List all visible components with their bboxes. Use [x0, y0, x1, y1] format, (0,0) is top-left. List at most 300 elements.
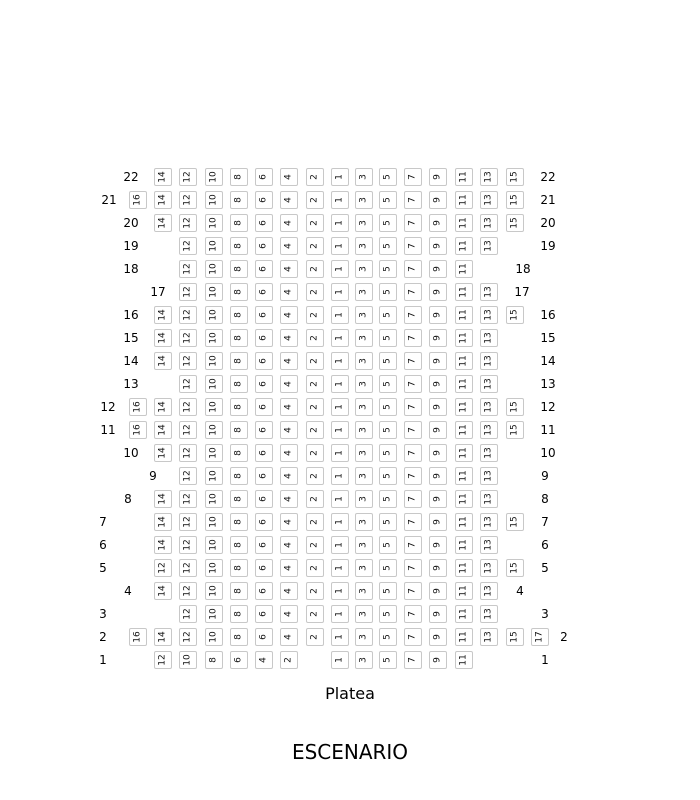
- seat-row-6-4[interactable]: [280, 536, 298, 554]
- seat-row-10-7[interactable]: [404, 444, 422, 462]
- seat-row-2-7[interactable]: [404, 628, 422, 646]
- seat-row-5-9[interactable]: [429, 559, 447, 577]
- seat-row-8-2[interactable]: [306, 490, 324, 508]
- seat-row-5-12[interactable]: [154, 559, 172, 577]
- seat-row-12-10[interactable]: [205, 398, 223, 416]
- seat-row-15-11[interactable]: [455, 329, 473, 347]
- seat-row-12-8[interactable]: [230, 398, 248, 416]
- seat-row-13-11[interactable]: [455, 375, 473, 393]
- seat-row-16-7[interactable]: [404, 306, 422, 324]
- seat-row-9-6[interactable]: [255, 467, 273, 485]
- seat-row-19-1[interactable]: [331, 237, 349, 255]
- seat-row-4-3[interactable]: [355, 582, 373, 600]
- seat-row-21-13[interactable]: [480, 191, 498, 209]
- seat-row-5-3[interactable]: [355, 559, 373, 577]
- seat-row-11-10[interactable]: [205, 421, 223, 439]
- seat-row-13-2[interactable]: [306, 375, 324, 393]
- seat-row-8-1[interactable]: [331, 490, 349, 508]
- seat-row-16-15[interactable]: [506, 306, 524, 324]
- seat-row-2-11[interactable]: [455, 628, 473, 646]
- seat-row-14-1[interactable]: [331, 352, 349, 370]
- seat-row-7-2[interactable]: [306, 513, 324, 531]
- seat-row-17-1[interactable]: [331, 283, 349, 301]
- seat-row-3-12[interactable]: [179, 605, 197, 623]
- seat-row-7-8[interactable]: [230, 513, 248, 531]
- seat-row-20-2[interactable]: [306, 214, 324, 232]
- seat-row-13-9[interactable]: [429, 375, 447, 393]
- seat-row-16-12[interactable]: [179, 306, 197, 324]
- seat-row-15-4[interactable]: [280, 329, 298, 347]
- seat-row-10-3[interactable]: [355, 444, 373, 462]
- seat-row-22-9[interactable]: [429, 168, 447, 186]
- seat-row-7-6[interactable]: [255, 513, 273, 531]
- seat-row-2-13[interactable]: [480, 628, 498, 646]
- seat-row-8-12[interactable]: [179, 490, 197, 508]
- seat-row-20-3[interactable]: [355, 214, 373, 232]
- seat-row-13-4[interactable]: [280, 375, 298, 393]
- seat-row-20-10[interactable]: [205, 214, 223, 232]
- seat-row-21-11[interactable]: [455, 191, 473, 209]
- seat-row-2-17[interactable]: [531, 628, 549, 646]
- seat-row-2-14[interactable]: [154, 628, 172, 646]
- seat-row-12-4[interactable]: [280, 398, 298, 416]
- seat-row-18-9[interactable]: [429, 260, 447, 278]
- seat-row-5-8[interactable]: [230, 559, 248, 577]
- seat-row-10-12[interactable]: [179, 444, 197, 462]
- seat-row-19-9[interactable]: [429, 237, 447, 255]
- seat-row-15-1[interactable]: [331, 329, 349, 347]
- seat-row-2-16[interactable]: [129, 628, 147, 646]
- seat-row-19-13[interactable]: [480, 237, 498, 255]
- seat-row-8-14[interactable]: [154, 490, 172, 508]
- seat-row-10-6[interactable]: [255, 444, 273, 462]
- seat-row-16-3[interactable]: [355, 306, 373, 324]
- seat-row-18-2[interactable]: [306, 260, 324, 278]
- seat-row-16-9[interactable]: [429, 306, 447, 324]
- seat-row-17-10[interactable]: [205, 283, 223, 301]
- seat-row-2-10[interactable]: [205, 628, 223, 646]
- seat-row-13-3[interactable]: [355, 375, 373, 393]
- seat-row-5-6[interactable]: [255, 559, 273, 577]
- seat-row-22-8[interactable]: [230, 168, 248, 186]
- seat-row-20-14[interactable]: [154, 214, 172, 232]
- seat-row-18-10[interactable]: [205, 260, 223, 278]
- seat-row-21-4[interactable]: [280, 191, 298, 209]
- seat-row-3-4[interactable]: [280, 605, 298, 623]
- seat-row-12-5[interactable]: [379, 398, 397, 416]
- seat-row-12-12[interactable]: [179, 398, 197, 416]
- seat-row-12-2[interactable]: [306, 398, 324, 416]
- seat-row-3-2[interactable]: [306, 605, 324, 623]
- seat-row-18-8[interactable]: [230, 260, 248, 278]
- seat-row-20-9[interactable]: [429, 214, 447, 232]
- seat-row-19-6[interactable]: [255, 237, 273, 255]
- seat-row-16-8[interactable]: [230, 306, 248, 324]
- seat-row-14-12[interactable]: [179, 352, 197, 370]
- seat-row-5-2[interactable]: [306, 559, 324, 577]
- seat-row-14-7[interactable]: [404, 352, 422, 370]
- seat-row-9-2[interactable]: [306, 467, 324, 485]
- seat-row-20-1[interactable]: [331, 214, 349, 232]
- seat-row-2-1[interactable]: [331, 628, 349, 646]
- seat-row-9-1[interactable]: [331, 467, 349, 485]
- seat-row-15-5[interactable]: [379, 329, 397, 347]
- seat-row-15-12[interactable]: [179, 329, 197, 347]
- seat-row-11-5[interactable]: [379, 421, 397, 439]
- seat-row-11-16[interactable]: [129, 421, 147, 439]
- seat-row-7-12[interactable]: [179, 513, 197, 531]
- seat-row-22-7[interactable]: [404, 168, 422, 186]
- seat-row-11-1[interactable]: [331, 421, 349, 439]
- seat-row-22-4[interactable]: [280, 168, 298, 186]
- seat-row-8-8[interactable]: [230, 490, 248, 508]
- seat-row-16-2[interactable]: [306, 306, 324, 324]
- seat-row-17-3[interactable]: [355, 283, 373, 301]
- seat-row-21-3[interactable]: [355, 191, 373, 209]
- seat-row-5-15[interactable]: [506, 559, 524, 577]
- seat-row-22-14[interactable]: [154, 168, 172, 186]
- seat-row-22-12[interactable]: [179, 168, 197, 186]
- seat-row-7-10[interactable]: [205, 513, 223, 531]
- seat-row-14-2[interactable]: [306, 352, 324, 370]
- seat-row-20-7[interactable]: [404, 214, 422, 232]
- seat-row-10-9[interactable]: [429, 444, 447, 462]
- seat-row-17-4[interactable]: [280, 283, 298, 301]
- seat-row-22-2[interactable]: [306, 168, 324, 186]
- seat-row-4-2[interactable]: [306, 582, 324, 600]
- seat-row-12-11[interactable]: [455, 398, 473, 416]
- seat-row-8-4[interactable]: [280, 490, 298, 508]
- seat-row-1-5[interactable]: [379, 651, 397, 669]
- seat-row-1-12[interactable]: [154, 651, 172, 669]
- seat-row-13-8[interactable]: [230, 375, 248, 393]
- seat-row-11-15[interactable]: [506, 421, 524, 439]
- seat-row-7-5[interactable]: [379, 513, 397, 531]
- seat-row-20-6[interactable]: [255, 214, 273, 232]
- seat-row-7-11[interactable]: [455, 513, 473, 531]
- seat-row-6-8[interactable]: [230, 536, 248, 554]
- seat-row-6-14[interactable]: [154, 536, 172, 554]
- seat-row-20-11[interactable]: [455, 214, 473, 232]
- seat-row-4-1[interactable]: [331, 582, 349, 600]
- seat-row-18-6[interactable]: [255, 260, 273, 278]
- seat-row-21-2[interactable]: [306, 191, 324, 209]
- seat-row-12-7[interactable]: [404, 398, 422, 416]
- seat-row-19-3[interactable]: [355, 237, 373, 255]
- seat-row-21-8[interactable]: [230, 191, 248, 209]
- seat-row-11-7[interactable]: [404, 421, 422, 439]
- seat-row-2-3[interactable]: [355, 628, 373, 646]
- seat-row-4-7[interactable]: [404, 582, 422, 600]
- seat-row-21-15[interactable]: [506, 191, 524, 209]
- seat-row-19-12[interactable]: [179, 237, 197, 255]
- seat-row-15-3[interactable]: [355, 329, 373, 347]
- seat-row-3-7[interactable]: [404, 605, 422, 623]
- seat-row-17-9[interactable]: [429, 283, 447, 301]
- seat-row-18-12[interactable]: [179, 260, 197, 278]
- seat-row-9-10[interactable]: [205, 467, 223, 485]
- seat-row-2-15[interactable]: [506, 628, 524, 646]
- seat-row-1-8[interactable]: [205, 651, 223, 669]
- seat-row-4-9[interactable]: [429, 582, 447, 600]
- seat-row-21-10[interactable]: [205, 191, 223, 209]
- seat-row-6-12[interactable]: [179, 536, 197, 554]
- seat-row-8-10[interactable]: [205, 490, 223, 508]
- seat-row-21-12[interactable]: [179, 191, 197, 209]
- seat-row-18-4[interactable]: [280, 260, 298, 278]
- seat-row-18-3[interactable]: [355, 260, 373, 278]
- seat-row-19-11[interactable]: [455, 237, 473, 255]
- seat-row-17-2[interactable]: [306, 283, 324, 301]
- seat-row-15-9[interactable]: [429, 329, 447, 347]
- seat-row-11-9[interactable]: [429, 421, 447, 439]
- seat-row-1-10[interactable]: [179, 651, 197, 669]
- seat-row-18-7[interactable]: [404, 260, 422, 278]
- seat-row-12-15[interactable]: [506, 398, 524, 416]
- seat-row-19-2[interactable]: [306, 237, 324, 255]
- seat-row-12-6[interactable]: [255, 398, 273, 416]
- seat-row-15-2[interactable]: [306, 329, 324, 347]
- seat-row-12-3[interactable]: [355, 398, 373, 416]
- seat-row-7-7[interactable]: [404, 513, 422, 531]
- seat-row-14-6[interactable]: [255, 352, 273, 370]
- seat-row-17-8[interactable]: [230, 283, 248, 301]
- seat-row-4-4[interactable]: [280, 582, 298, 600]
- seat-row-11-2[interactable]: [306, 421, 324, 439]
- seat-row-4-8[interactable]: [230, 582, 248, 600]
- seat-row-4-5[interactable]: [379, 582, 397, 600]
- seat-row-8-9[interactable]: [429, 490, 447, 508]
- seat-row-16-14[interactable]: [154, 306, 172, 324]
- seat-row-13-1[interactable]: [331, 375, 349, 393]
- seat-row-3-10[interactable]: [205, 605, 223, 623]
- seat-row-12-1[interactable]: [331, 398, 349, 416]
- seat-row-19-5[interactable]: [379, 237, 397, 255]
- seat-row-14-3[interactable]: [355, 352, 373, 370]
- seat-row-6-5[interactable]: [379, 536, 397, 554]
- seat-row-9-9[interactable]: [429, 467, 447, 485]
- seat-row-9-4[interactable]: [280, 467, 298, 485]
- seat-row-15-8[interactable]: [230, 329, 248, 347]
- seat-row-8-3[interactable]: [355, 490, 373, 508]
- seat-row-12-13[interactable]: [480, 398, 498, 416]
- seat-row-4-13[interactable]: [480, 582, 498, 600]
- seat-row-4-14[interactable]: [154, 582, 172, 600]
- seat-row-7-3[interactable]: [355, 513, 373, 531]
- seat-row-4-10[interactable]: [205, 582, 223, 600]
- seat-row-14-9[interactable]: [429, 352, 447, 370]
- seat-row-22-5[interactable]: [379, 168, 397, 186]
- seat-row-22-1[interactable]: [331, 168, 349, 186]
- seat-row-19-7[interactable]: [404, 237, 422, 255]
- seat-row-13-10[interactable]: [205, 375, 223, 393]
- seat-row-21-9[interactable]: [429, 191, 447, 209]
- seat-row-7-1[interactable]: [331, 513, 349, 531]
- seat-row-7-15[interactable]: [506, 513, 524, 531]
- seat-row-13-5[interactable]: [379, 375, 397, 393]
- seat-row-3-5[interactable]: [379, 605, 397, 623]
- seat-row-10-5[interactable]: [379, 444, 397, 462]
- seat-row-20-5[interactable]: [379, 214, 397, 232]
- seat-row-6-2[interactable]: [306, 536, 324, 554]
- seat-row-6-9[interactable]: [429, 536, 447, 554]
- seat-row-9-8[interactable]: [230, 467, 248, 485]
- seat-row-4-11[interactable]: [455, 582, 473, 600]
- seat-row-11-6[interactable]: [255, 421, 273, 439]
- seat-row-10-1[interactable]: [331, 444, 349, 462]
- seat-row-2-5[interactable]: [379, 628, 397, 646]
- seat-row-1-9[interactable]: [429, 651, 447, 669]
- seat-row-4-12[interactable]: [179, 582, 197, 600]
- seat-row-11-4[interactable]: [280, 421, 298, 439]
- seat-row-5-13[interactable]: [480, 559, 498, 577]
- seat-row-8-11[interactable]: [455, 490, 473, 508]
- seat-row-11-8[interactable]: [230, 421, 248, 439]
- seat-row-22-6[interactable]: [255, 168, 273, 186]
- seat-row-17-7[interactable]: [404, 283, 422, 301]
- seat-row-5-11[interactable]: [455, 559, 473, 577]
- seat-row-2-12[interactable]: [179, 628, 197, 646]
- seat-row-10-10[interactable]: [205, 444, 223, 462]
- seat-row-1-11[interactable]: [455, 651, 473, 669]
- seat-row-13-6[interactable]: [255, 375, 273, 393]
- seat-row-11-11[interactable]: [455, 421, 473, 439]
- seat-row-18-11[interactable]: [455, 260, 473, 278]
- seat-row-17-6[interactable]: [255, 283, 273, 301]
- seat-row-11-12[interactable]: [179, 421, 197, 439]
- seat-row-14-11[interactable]: [455, 352, 473, 370]
- seat-row-17-11[interactable]: [455, 283, 473, 301]
- seat-row-21-1[interactable]: [331, 191, 349, 209]
- seat-row-15-13[interactable]: [480, 329, 498, 347]
- seat-row-2-4[interactable]: [280, 628, 298, 646]
- seat-row-21-16[interactable]: [129, 191, 147, 209]
- seat-row-8-7[interactable]: [404, 490, 422, 508]
- seat-row-9-12[interactable]: [179, 467, 197, 485]
- seat-row-20-8[interactable]: [230, 214, 248, 232]
- seat-row-3-8[interactable]: [230, 605, 248, 623]
- seat-row-22-15[interactable]: [506, 168, 524, 186]
- seat-row-11-13[interactable]: [480, 421, 498, 439]
- seat-row-2-9[interactable]: [429, 628, 447, 646]
- seat-row-6-10[interactable]: [205, 536, 223, 554]
- seat-row-22-11[interactable]: [455, 168, 473, 186]
- seat-row-10-8[interactable]: [230, 444, 248, 462]
- seat-row-12-14[interactable]: [154, 398, 172, 416]
- seat-row-16-11[interactable]: [455, 306, 473, 324]
- seat-row-1-2[interactable]: [280, 651, 298, 669]
- seat-row-1-6[interactable]: [230, 651, 248, 669]
- seat-row-9-7[interactable]: [404, 467, 422, 485]
- seat-row-19-10[interactable]: [205, 237, 223, 255]
- seat-row-10-11[interactable]: [455, 444, 473, 462]
- seat-row-20-13[interactable]: [480, 214, 498, 232]
- seat-row-5-10[interactable]: [205, 559, 223, 577]
- seat-row-21-5[interactable]: [379, 191, 397, 209]
- seat-row-3-6[interactable]: [255, 605, 273, 623]
- seat-row-17-5[interactable]: [379, 283, 397, 301]
- seat-row-12-16[interactable]: [129, 398, 147, 416]
- seat-row-16-5[interactable]: [379, 306, 397, 324]
- seat-row-14-10[interactable]: [205, 352, 223, 370]
- seat-row-18-1[interactable]: [331, 260, 349, 278]
- seat-row-2-2[interactable]: [306, 628, 324, 646]
- seat-row-16-10[interactable]: [205, 306, 223, 324]
- seat-row-12-9[interactable]: [429, 398, 447, 416]
- seat-row-4-6[interactable]: [255, 582, 273, 600]
- seat-row-15-6[interactable]: [255, 329, 273, 347]
- seat-row-8-5[interactable]: [379, 490, 397, 508]
- seat-row-1-4[interactable]: [255, 651, 273, 669]
- seat-row-10-13[interactable]: [480, 444, 498, 462]
- seat-row-2-6[interactable]: [255, 628, 273, 646]
- seat-row-15-7[interactable]: [404, 329, 422, 347]
- seat-row-16-1[interactable]: [331, 306, 349, 324]
- seat-row-16-6[interactable]: [255, 306, 273, 324]
- seat-row-22-13[interactable]: [480, 168, 498, 186]
- seat-row-22-10[interactable]: [205, 168, 223, 186]
- seat-row-13-13[interactable]: [480, 375, 498, 393]
- seat-row-17-12[interactable]: [179, 283, 197, 301]
- seat-row-10-2[interactable]: [306, 444, 324, 462]
- seat-row-20-12[interactable]: [179, 214, 197, 232]
- seat-row-7-14[interactable]: [154, 513, 172, 531]
- seat-row-6-6[interactable]: [255, 536, 273, 554]
- seat-row-11-14[interactable]: [154, 421, 172, 439]
- seat-row-5-7[interactable]: [404, 559, 422, 577]
- seat-row-8-6[interactable]: [255, 490, 273, 508]
- seat-row-20-4[interactable]: [280, 214, 298, 232]
- seat-row-7-9[interactable]: [429, 513, 447, 531]
- seat-row-6-13[interactable]: [480, 536, 498, 554]
- seat-row-7-4[interactable]: [280, 513, 298, 531]
- seat-row-14-8[interactable]: [230, 352, 248, 370]
- seat-row-15-10[interactable]: [205, 329, 223, 347]
- seat-row-14-4[interactable]: [280, 352, 298, 370]
- seat-row-9-3[interactable]: [355, 467, 373, 485]
- seat-row-17-13[interactable]: [480, 283, 498, 301]
- seat-row-3-13[interactable]: [480, 605, 498, 623]
- seat-row-16-4[interactable]: [280, 306, 298, 324]
- seat-row-18-5[interactable]: [379, 260, 397, 278]
- seat-row-9-5[interactable]: [379, 467, 397, 485]
- seat-row-6-7[interactable]: [404, 536, 422, 554]
- seat-row-1-3[interactable]: [355, 651, 373, 669]
- seat-row-14-14[interactable]: [154, 352, 172, 370]
- seat-row-9-13[interactable]: [480, 467, 498, 485]
- seat-row-13-7[interactable]: [404, 375, 422, 393]
- seat-row-3-3[interactable]: [355, 605, 373, 623]
- seat-row-21-14[interactable]: [154, 191, 172, 209]
- seat-row-15-14[interactable]: [154, 329, 172, 347]
- seat-row-3-11[interactable]: [455, 605, 473, 623]
- seat-row-5-12[interactable]: [179, 559, 197, 577]
- seat-row-21-7[interactable]: [404, 191, 422, 209]
- seat-row-5-5[interactable]: [379, 559, 397, 577]
- seat-row-9-11[interactable]: [455, 467, 473, 485]
- seat-row-2-8[interactable]: [230, 628, 248, 646]
- seat-row-8-13[interactable]: [480, 490, 498, 508]
- seat-row-19-8[interactable]: [230, 237, 248, 255]
- seat-row-1-1[interactable]: [331, 651, 349, 669]
- seat-row-21-6[interactable]: [255, 191, 273, 209]
- seat-row-19-4[interactable]: [280, 237, 298, 255]
- seat-row-20-15[interactable]: [506, 214, 524, 232]
- seat-row-6-11[interactable]: [455, 536, 473, 554]
- seat-row-22-3[interactable]: [355, 168, 373, 186]
- seat-row-3-1[interactable]: [331, 605, 349, 623]
- seat-row-16-13[interactable]: [480, 306, 498, 324]
